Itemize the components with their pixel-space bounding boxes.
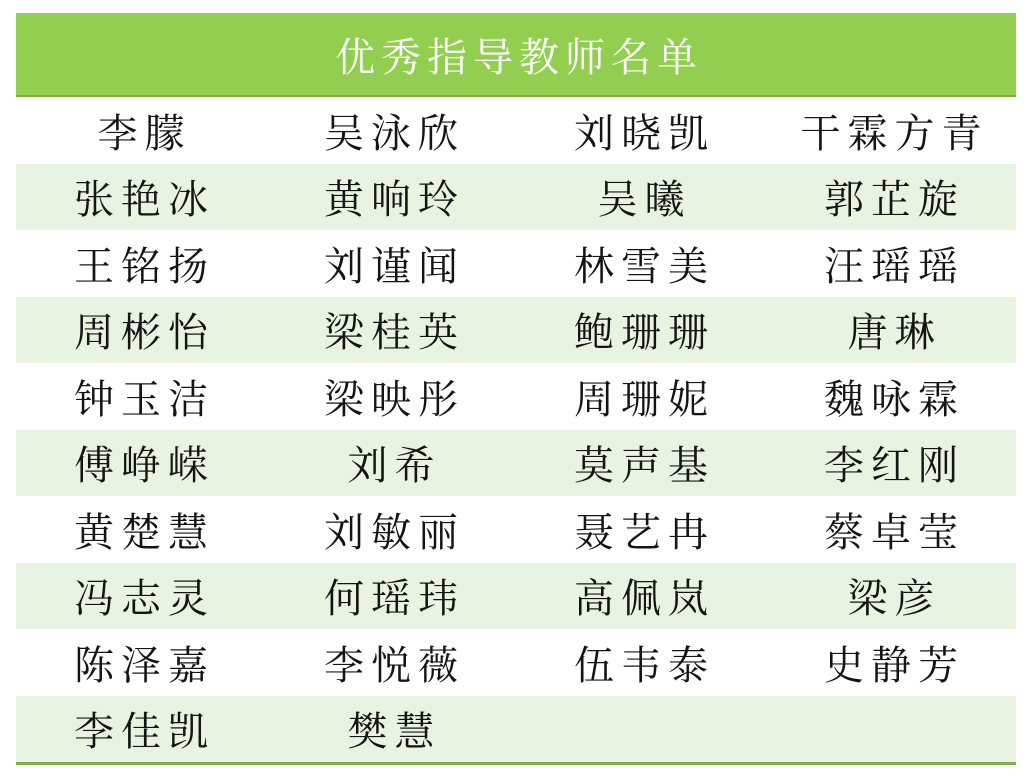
teacher-name-cell: 李佳凯: [74, 709, 215, 756]
teacher-name-cell: 梁桂英: [324, 310, 465, 357]
table-title: 优秀指导教师名单: [335, 34, 703, 81]
teacher-table: [16, 13, 1016, 765]
teacher-name-cell: 黄楚慧: [74, 509, 215, 556]
teacher-name-cell: 钟玉洁: [74, 376, 215, 423]
teacher-name-cell: 聂艺冉: [574, 509, 715, 556]
table-row: [16, 297, 1016, 364]
teacher-name-cell: 汪瑶瑶: [824, 243, 965, 290]
table-row: [16, 97, 1016, 164]
teacher-name-cell: 陈泽嘉: [74, 642, 215, 689]
teacher-name-cell: 高佩岚: [574, 576, 715, 623]
teacher-name-cell: 王铭扬: [74, 243, 215, 290]
table-header: [16, 13, 1016, 97]
teacher-name-cell: 林雪美: [574, 243, 715, 290]
teacher-name-cell: 蔡卓莹: [824, 509, 965, 556]
teacher-name-cell: 刘晓凯: [574, 110, 715, 157]
table-row: [16, 363, 1016, 430]
teacher-name-cell: 魏咏霖: [824, 376, 965, 423]
table-row: [16, 496, 1016, 563]
teacher-name-cell: 郭芷旋: [824, 177, 965, 224]
teacher-name-cell: 刘谨闻: [324, 243, 465, 290]
teacher-name-cell: 吴曦: [597, 177, 692, 224]
table-row: [16, 629, 1016, 696]
teacher-name-cell: 冯志灵: [74, 576, 215, 623]
teacher-name-cell: 梁映彤: [324, 376, 465, 423]
table-row: [16, 230, 1016, 297]
teacher-name-cell: 张艳冰: [74, 177, 215, 224]
teacher-name-cell: 李悦薇: [324, 642, 465, 689]
teacher-name-cell: 何瑶玮: [324, 576, 465, 623]
table-row: [16, 164, 1016, 231]
teacher-name-cell: 干霖方青: [800, 110, 989, 157]
teacher-name-cell: 黄响玲: [324, 177, 465, 224]
teacher-name-cell: 莫声基: [574, 443, 715, 490]
teacher-name-cell: 李朦: [97, 110, 192, 157]
teacher-name-cell: 伍韦泰: [574, 642, 715, 689]
teacher-name-cell: 唐琳: [847, 310, 942, 357]
teacher-name-cell: 鲍珊珊: [574, 310, 715, 357]
teacher-name-cell: 刘敏丽: [324, 509, 465, 556]
teacher-name-cell: 刘希: [347, 443, 442, 490]
table-bottom-border: [16, 762, 1016, 765]
teacher-name-cell: 樊慧: [347, 709, 442, 756]
teacher-name-cell: 史静芳: [824, 642, 965, 689]
teacher-table-body: [16, 97, 1016, 762]
teacher-name-cell: 周彬怡: [74, 310, 215, 357]
teacher-name-cell: 周珊妮: [574, 376, 715, 423]
table-row: [16, 430, 1016, 497]
teacher-name-cell: 傅峥嵘: [74, 443, 215, 490]
teacher-name-cell: 李红刚: [824, 443, 965, 490]
table-row: [16, 696, 1016, 763]
table-row: [16, 563, 1016, 630]
teacher-name-cell: 吴泳欣: [324, 110, 465, 157]
teacher-name-cell: 梁彦: [847, 576, 942, 623]
